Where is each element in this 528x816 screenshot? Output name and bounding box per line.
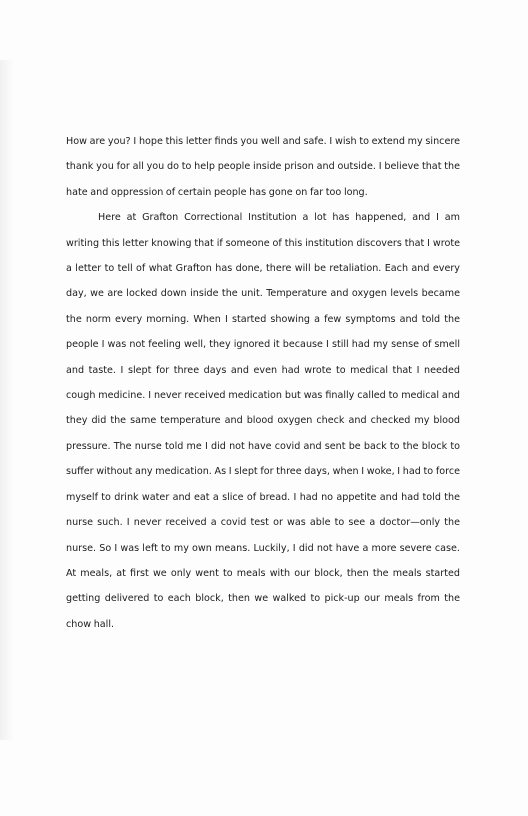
paragraph-grafton-account: Here at Grafton Correctional Institution a lot has happened, and I am writing this letter knowing that if someone of this institution discovers that I wrote a letter to tell of what Grafton has done, there will be retaliation. Each and every day, we are locked down inside the unit. Temperature and oxygen levels became the norm every morning. When I started showing a few symptoms and told the people I was not feeling well, they ignored it because I still had my sense of smell and taste. I slept for three days and even had wrote to medical that I needed cough medicine. I never received medication but was finally called to medical and they did the same temperature and blood oxygen check and checked my blood pressure. The nurse told me I did not have covid and sent be back to the block to suffer without any medication. As I slept for three days, when I woke, I had to force myself to drink water and eat a slice of bread. I had no appetite and had told the nurse such. I never received a covid test or was able to see a doctor—only the nurse. So I was left to my own means. Luckily, I did not have a more severe case. At meals, at first we only went to meals with our block, then the meals started getting delivered to each block, then we walked to pick-up our meals from the chow hall.: [66, 212, 460, 630]
letter-body: [66, 129, 460, 637]
paragraph-greeting: How are you? I hope this letter finds you well and safe. I wish to extend my sincere thank you for all you do to help people inside prison and outside. I believe that the hate and oppression of certain people has gone on far too long.: [66, 136, 460, 198]
scan-shadow: [0, 60, 14, 740]
